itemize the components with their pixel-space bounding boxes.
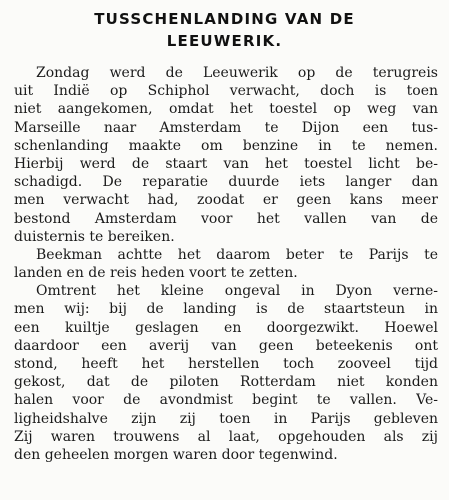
article-line: Zondag werd de Leeuwerik op de terugreis <box>36 65 438 81</box>
article-line: halen voor de avondmist begint te vallen. Ve- <box>14 392 438 409</box>
article-headline <box>0 8 449 52</box>
article-line: men wij: bij de landing is de staartsteun in <box>14 301 438 318</box>
article-line: landen en de reis heden voort te zetten. <box>14 265 298 282</box>
article-line: niet aangekomen, omdat het toestel op weg van <box>14 101 438 118</box>
article-line: duisternis te bereiken. <box>14 228 175 245</box>
article-line: stond, heeft het herstellen toch zooveel tijd <box>14 356 438 372</box>
article-line: ligheidshalve zijn zij toen in Parijs gebleven <box>14 410 438 427</box>
article-line: Marseille naar Amsterdam te Dijon een tus- <box>14 119 438 136</box>
article-line: den geheelen morgen waren door tegenwind. <box>14 446 338 463</box>
article-line: Zij waren trouwens al laat, opgehouden als zij <box>14 428 438 445</box>
article-line: schenlanding maakte om benzine in te nemen. <box>14 137 438 154</box>
article-line: uit Indië op Schiphol verwacht, doch is toen <box>14 83 438 100</box>
article-line: daardoor een averij van geen beteekenis ont <box>14 337 438 354</box>
headline-line: TUSSCHENLANDING VAN DE <box>94 10 355 28</box>
article-line: Beekman achtte het daarom beter te Parijs te <box>36 246 438 263</box>
article-line: schadigd. De reparatie duurde iets langer dan <box>14 174 438 191</box>
article-line: Omtrent het kleine ongeval in Dyon verne- <box>36 283 438 300</box>
article-line: Hierbij werd de staart van het toestel licht be- <box>14 155 438 172</box>
article-line: men verwacht had, zoodat er geen kans meer <box>14 192 438 209</box>
article-body <box>14 64 438 464</box>
headline-line: LEEUWERIK. <box>166 32 283 50</box>
article-line: bestond Amsterdam voor het vallen van de <box>14 210 438 227</box>
article-line: gekost, dat de piloten Rotterdam niet konden <box>14 374 438 391</box>
article-line: een kuiltje geslagen en doorgezwikt. Hoewel <box>14 319 438 336</box>
